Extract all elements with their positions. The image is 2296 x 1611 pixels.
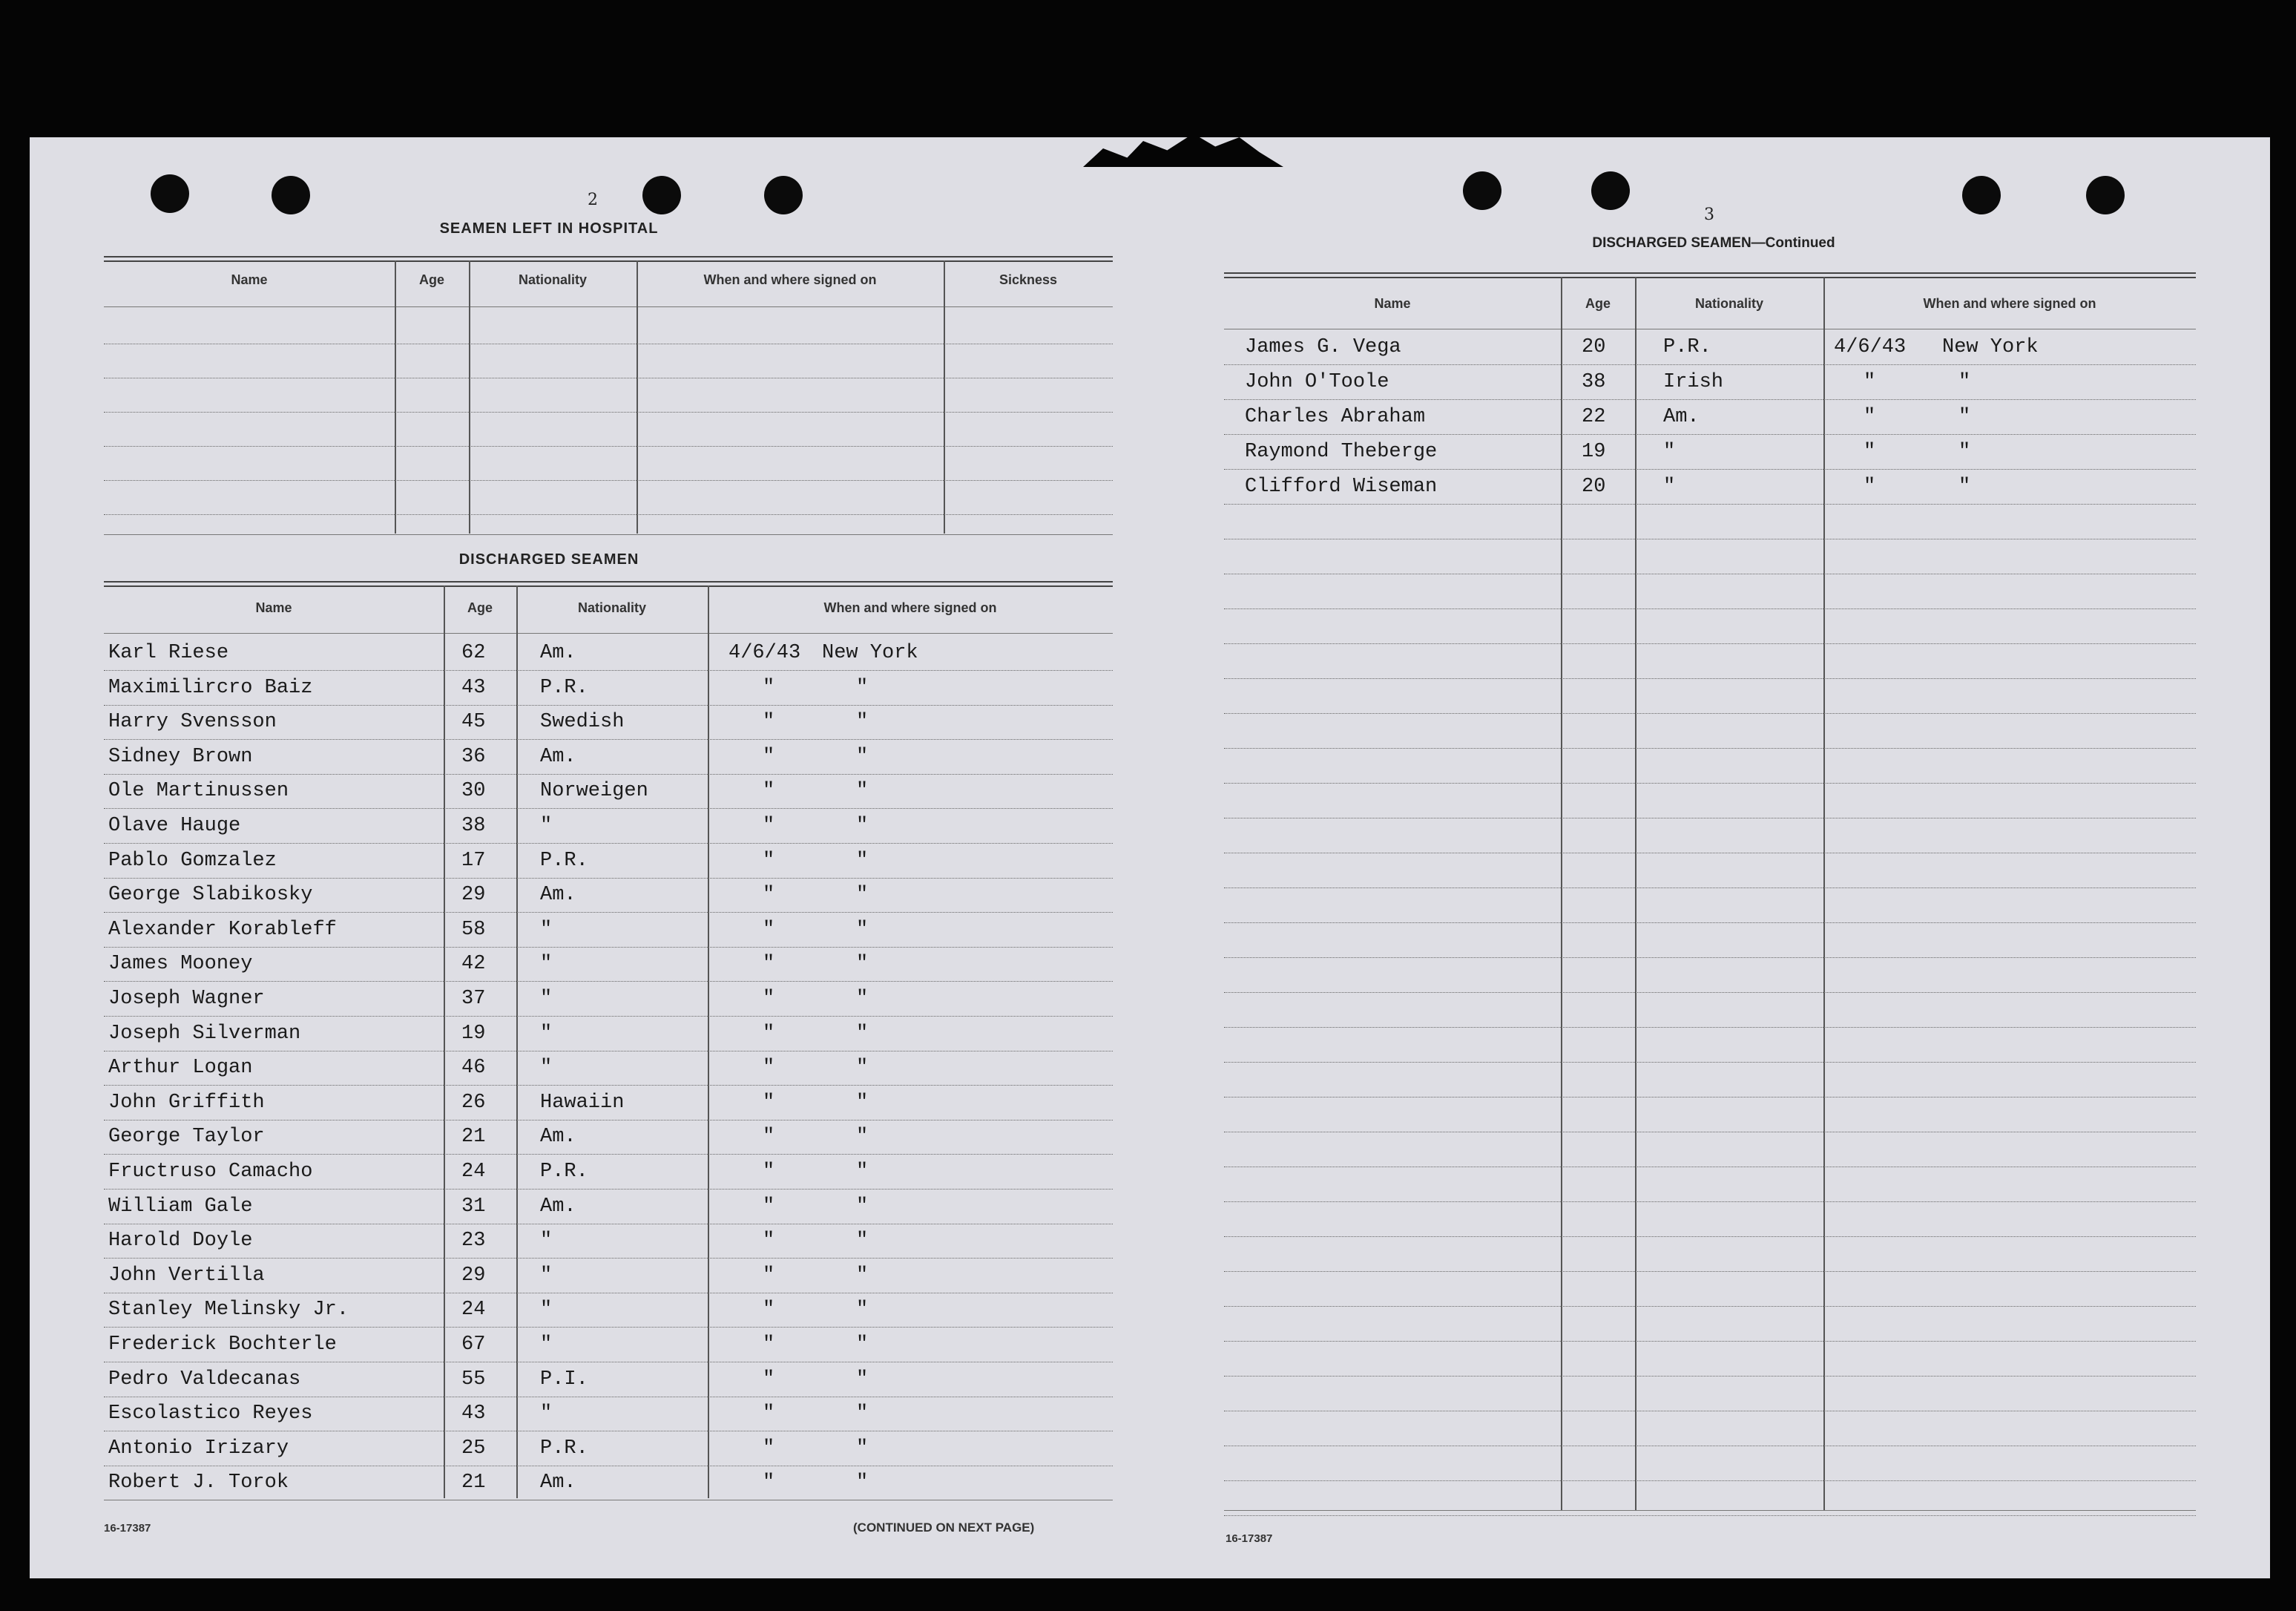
row-rule xyxy=(1224,608,2196,609)
seaman-nationality: " xyxy=(540,1022,553,1045)
seaman-age: 24 xyxy=(461,1299,486,1322)
row-rule xyxy=(1224,678,2196,679)
row-rule xyxy=(1224,364,2196,365)
signed-on-place: " xyxy=(856,1471,869,1494)
rule xyxy=(104,534,1113,535)
seaman-age: 23 xyxy=(461,1230,486,1253)
rule xyxy=(1224,277,2196,278)
signed-on-date: " xyxy=(763,745,775,768)
signed-on-date: " xyxy=(763,1161,775,1183)
row-rule xyxy=(104,774,1113,775)
seaman-nationality: " xyxy=(540,988,553,1010)
signed-on-date: " xyxy=(763,1402,775,1425)
document-sheet xyxy=(30,137,2270,1578)
column-header-sickness: Sickness xyxy=(999,272,1058,287)
seaman-nationality: P.R. xyxy=(540,676,588,699)
column-rule xyxy=(637,260,638,534)
signed-on-place: " xyxy=(856,1161,869,1183)
seaman-age: 17 xyxy=(461,849,486,872)
seaman-name: Fructruso Camacho xyxy=(108,1161,313,1183)
seaman-name: Olave Hauge xyxy=(108,815,241,837)
signed-on-date: " xyxy=(763,1022,775,1045)
column-header-signed-on: When and where signed on xyxy=(1923,296,2096,311)
continued-note: (CONTINUED ON NEXT PAGE) xyxy=(853,1520,1035,1535)
seaman-nationality: Am. xyxy=(540,1126,576,1149)
row-rule xyxy=(1224,887,2196,888)
signed-on-place: " xyxy=(856,918,869,941)
signed-on-date: " xyxy=(763,711,775,734)
column-header-age: Age xyxy=(1585,296,1611,311)
signed-on-place: New York xyxy=(822,642,918,664)
seaman-name: George Slabikosky xyxy=(108,884,313,907)
signed-on-place: " xyxy=(1958,441,1971,463)
column-header-name: Name xyxy=(1374,296,1411,311)
signed-on-place: " xyxy=(856,1091,869,1114)
signed-on-date: 4/6/43 xyxy=(1834,336,1907,358)
seaman-name: Escolastico Reyes xyxy=(108,1402,313,1425)
blank-row-rule xyxy=(104,412,1113,413)
signed-on-date: " xyxy=(1864,476,1876,498)
seaman-nationality: Hawaiin xyxy=(540,1091,625,1114)
seaman-name: Robert J. Torok xyxy=(108,1471,289,1494)
column-header-name: Name xyxy=(231,272,268,287)
seaman-age: 55 xyxy=(461,1368,486,1391)
seaman-nationality: " xyxy=(1663,441,1676,463)
column-header-signed-on: When and where signed on xyxy=(823,600,997,615)
row-rule xyxy=(1224,1376,2196,1377)
column-rule xyxy=(395,260,396,534)
signed-on-place: New York xyxy=(1942,336,2039,358)
seaman-age: 24 xyxy=(461,1161,486,1183)
seaman-age: 38 xyxy=(1582,371,1606,393)
row-rule xyxy=(104,981,1113,982)
row-rule xyxy=(1224,992,2196,993)
seaman-nationality: P.I. xyxy=(540,1368,588,1391)
seaman-name: William Gale xyxy=(108,1195,253,1218)
seaman-nationality: P.R. xyxy=(540,849,588,872)
row-rule xyxy=(104,705,1113,706)
signed-on-place: " xyxy=(1958,371,1971,393)
rule xyxy=(104,256,1113,257)
column-header-nationality: Nationality xyxy=(518,272,587,287)
signed-on-place: " xyxy=(856,1264,869,1287)
seaman-name: Frederick Bochterle xyxy=(108,1333,337,1356)
row-rule xyxy=(104,1327,1113,1328)
rule xyxy=(104,260,1113,262)
seaman-name: Joseph Silverman xyxy=(108,1022,301,1045)
seaman-age: 43 xyxy=(461,676,486,699)
seaman-age: 20 xyxy=(1582,476,1606,498)
seaman-age: 19 xyxy=(1582,441,1606,463)
row-rule xyxy=(1224,1480,2196,1481)
signed-on-date: " xyxy=(763,1057,775,1080)
row-rule xyxy=(1224,1236,2196,1237)
row-rule xyxy=(1224,399,2196,400)
row-rule xyxy=(1224,1201,2196,1202)
seaman-age: 42 xyxy=(461,953,486,976)
row-rule xyxy=(104,670,1113,671)
seaman-nationality: " xyxy=(540,1402,553,1425)
signed-on-place: " xyxy=(856,676,869,699)
blank-row-rule xyxy=(104,514,1113,515)
signed-on-place: " xyxy=(1958,476,1971,498)
seaman-nationality: Am. xyxy=(540,884,576,907)
seaman-name: Arthur Logan xyxy=(108,1057,253,1080)
seaman-name: Pedro Valdecanas xyxy=(108,1368,301,1391)
seaman-nationality: Am. xyxy=(540,745,576,768)
row-rule xyxy=(1224,957,2196,958)
row-rule xyxy=(1224,1271,2196,1272)
row-rule xyxy=(1224,504,2196,505)
row-rule xyxy=(104,1154,1113,1155)
right-page xyxy=(1142,137,2270,1578)
row-rule xyxy=(104,912,1113,913)
signed-on-date: " xyxy=(1864,371,1876,393)
column-header-age: Age xyxy=(418,272,444,287)
column-header-age: Age xyxy=(467,600,493,615)
signed-on-place: " xyxy=(856,745,869,768)
form-number: 16-17387 xyxy=(104,1522,151,1535)
seaman-nationality: " xyxy=(540,815,553,837)
rule xyxy=(104,585,1113,587)
row-rule xyxy=(1224,1341,2196,1342)
seaman-name: James Mooney xyxy=(108,953,253,976)
row-rule xyxy=(1224,1062,2196,1063)
row-rule xyxy=(104,1085,1113,1086)
signed-on-date: 4/6/43 xyxy=(728,642,801,664)
seaman-nationality: Am. xyxy=(540,642,576,664)
row-rule xyxy=(104,1016,1113,1017)
seaman-nationality: " xyxy=(540,1230,553,1253)
seaman-nationality: " xyxy=(540,1333,553,1356)
seaman-age: 31 xyxy=(461,1195,486,1218)
seaman-name: Clifford Wiseman xyxy=(1245,476,1438,498)
seaman-nationality: Swedish xyxy=(540,711,625,734)
seaman-nationality: Am. xyxy=(540,1471,576,1494)
seaman-age: 37 xyxy=(461,988,486,1010)
form-number: 16-17387 xyxy=(1226,1532,1273,1545)
signed-on-date: " xyxy=(763,780,775,803)
signed-on-place: " xyxy=(856,1057,869,1080)
signed-on-place: " xyxy=(856,849,869,872)
seaman-nationality: Am. xyxy=(540,1195,576,1218)
rule xyxy=(104,581,1113,583)
seaman-age: 30 xyxy=(461,780,486,803)
rule xyxy=(104,306,1113,307)
signed-on-date: " xyxy=(763,1437,775,1460)
signed-on-date: " xyxy=(763,884,775,907)
row-rule xyxy=(104,739,1113,740)
signed-on-place: " xyxy=(1958,406,1971,428)
signed-on-place: " xyxy=(856,1437,869,1460)
column-rule xyxy=(469,260,470,534)
seaman-name: Charles Abraham xyxy=(1245,406,1426,428)
signed-on-place: " xyxy=(856,1333,869,1356)
seaman-nationality: P.R. xyxy=(540,1437,588,1460)
signed-on-date: " xyxy=(763,1299,775,1322)
row-rule xyxy=(1224,783,2196,784)
signed-on-date: " xyxy=(1864,441,1876,463)
row-rule xyxy=(104,947,1113,948)
signed-on-place: " xyxy=(856,953,869,976)
seaman-name: Harold Doyle xyxy=(108,1230,253,1253)
row-rule xyxy=(1224,1027,2196,1028)
signed-on-place: " xyxy=(856,1230,869,1253)
seaman-nationality: Irish xyxy=(1663,371,1724,393)
signed-on-place: " xyxy=(856,1402,869,1425)
row-rule xyxy=(1224,713,2196,714)
seaman-age: 62 xyxy=(461,642,486,664)
discharged-continued-title: DISCHARGED SEAMEN—Continued xyxy=(1592,235,1835,251)
row-rule xyxy=(1224,922,2196,923)
seaman-name: Harry Svensson xyxy=(108,711,277,734)
signed-on-date: " xyxy=(763,1091,775,1114)
seaman-age: 19 xyxy=(461,1022,486,1045)
column-header-name: Name xyxy=(255,600,292,615)
signed-on-place: " xyxy=(856,1195,869,1218)
signed-on-date: " xyxy=(763,1126,775,1149)
signed-on-date: " xyxy=(763,1264,775,1287)
signed-on-place: " xyxy=(856,1299,869,1322)
seaman-name: Pablo Gomzalez xyxy=(108,849,277,872)
row-rule xyxy=(1224,434,2196,435)
row-rule xyxy=(1224,469,2196,470)
seaman-age: 26 xyxy=(461,1091,486,1114)
row-rule xyxy=(104,808,1113,809)
seaman-nationality: " xyxy=(540,953,553,976)
seaman-age: 45 xyxy=(461,711,486,734)
signed-on-place: " xyxy=(856,711,869,734)
seaman-nationality: Am. xyxy=(1663,406,1700,428)
seaman-name: Alexander Korableff xyxy=(108,918,337,941)
seaman-nationality: P.R. xyxy=(540,1161,588,1183)
blank-row-rule xyxy=(104,446,1113,447)
seaman-age: 20 xyxy=(1582,336,1606,358)
seaman-age: 46 xyxy=(461,1057,486,1080)
signed-on-place: " xyxy=(856,988,869,1010)
page-number: 3 xyxy=(1704,206,1714,224)
seaman-age: 29 xyxy=(461,884,486,907)
column-header-nationality: Nationality xyxy=(1694,296,1763,311)
signed-on-date: " xyxy=(763,815,775,837)
hospital-section-title: SEAMEN LEFT IN HOSPITAL xyxy=(439,220,659,237)
seaman-name: Karl Riese xyxy=(108,642,229,664)
seaman-name: Ole Martinussen xyxy=(108,780,289,803)
seaman-nationality: " xyxy=(540,1057,553,1080)
seaman-age: 21 xyxy=(461,1471,486,1494)
seaman-nationality: " xyxy=(540,918,553,941)
row-rule xyxy=(1224,748,2196,749)
seaman-name: Antonio Irizary xyxy=(108,1437,289,1460)
seaman-age: 38 xyxy=(461,815,486,837)
signed-on-date: " xyxy=(763,1195,775,1218)
left-page xyxy=(30,137,1142,1578)
seaman-name: John O'Toole xyxy=(1245,371,1389,393)
signed-on-place: " xyxy=(856,1022,869,1045)
signed-on-date: " xyxy=(1864,406,1876,428)
column-rule xyxy=(1823,277,1825,1510)
seaman-age: 29 xyxy=(461,1264,486,1287)
seaman-name: George Taylor xyxy=(108,1126,265,1149)
seaman-name: John Vertilla xyxy=(108,1264,265,1287)
seaman-age: 43 xyxy=(461,1402,486,1425)
page-number: 2 xyxy=(588,191,598,209)
seaman-name: Sidney Brown xyxy=(108,745,253,768)
row-rule xyxy=(1224,643,2196,644)
seaman-nationality: P.R. xyxy=(1663,336,1711,358)
seaman-age: 21 xyxy=(461,1126,486,1149)
row-rule xyxy=(1224,1515,2196,1516)
signed-on-place: " xyxy=(856,780,869,803)
row-rule xyxy=(104,843,1113,844)
seaman-name: Raymond Theberge xyxy=(1245,441,1438,463)
signed-on-place: " xyxy=(856,1126,869,1149)
seaman-name: James G. Vega xyxy=(1245,336,1401,358)
seaman-age: 58 xyxy=(461,918,486,941)
rule xyxy=(104,633,1113,634)
signed-on-date: " xyxy=(763,1230,775,1253)
seaman-age: 67 xyxy=(461,1333,486,1356)
column-rule xyxy=(1635,277,1637,1510)
column-rule xyxy=(944,260,945,534)
signed-on-date: " xyxy=(763,1471,775,1494)
signed-on-place: " xyxy=(856,884,869,907)
column-header-nationality: Nationality xyxy=(577,600,646,615)
seaman-age: 22 xyxy=(1582,406,1606,428)
column-rule xyxy=(1561,277,1562,1510)
seaman-nationality: Norweigen xyxy=(540,780,648,803)
seaman-age: 25 xyxy=(461,1437,486,1460)
signed-on-place: " xyxy=(856,1368,869,1391)
signed-on-date: " xyxy=(763,1368,775,1391)
discharged-section-title: DISCHARGED SEAMEN xyxy=(458,551,639,568)
signed-on-date: " xyxy=(763,849,775,872)
row-rule xyxy=(1224,1306,2196,1307)
row-rule xyxy=(104,1120,1113,1121)
seaman-name: John Griffith xyxy=(108,1091,265,1114)
seaman-age: 36 xyxy=(461,745,486,768)
seaman-nationality: " xyxy=(540,1264,553,1287)
signed-on-date: " xyxy=(763,988,775,1010)
seaman-name: Joseph Wagner xyxy=(108,988,265,1010)
blank-row-rule xyxy=(104,480,1113,481)
column-header-signed-on: When and where signed on xyxy=(703,272,877,287)
signed-on-date: " xyxy=(763,676,775,699)
rule xyxy=(1224,1510,2196,1511)
signed-on-date: " xyxy=(763,1333,775,1356)
row-rule xyxy=(104,878,1113,879)
seaman-name: Maximilircro Baiz xyxy=(108,676,313,699)
signed-on-date: " xyxy=(763,953,775,976)
signed-on-place: " xyxy=(856,815,869,837)
row-rule xyxy=(104,1189,1113,1190)
seaman-nationality: " xyxy=(540,1299,553,1322)
seaman-name: Stanley Melinsky Jr. xyxy=(108,1299,349,1322)
signed-on-date: " xyxy=(763,918,775,941)
rule xyxy=(1224,272,2196,274)
row-rule xyxy=(104,1258,1113,1259)
seaman-nationality: " xyxy=(1663,476,1676,498)
